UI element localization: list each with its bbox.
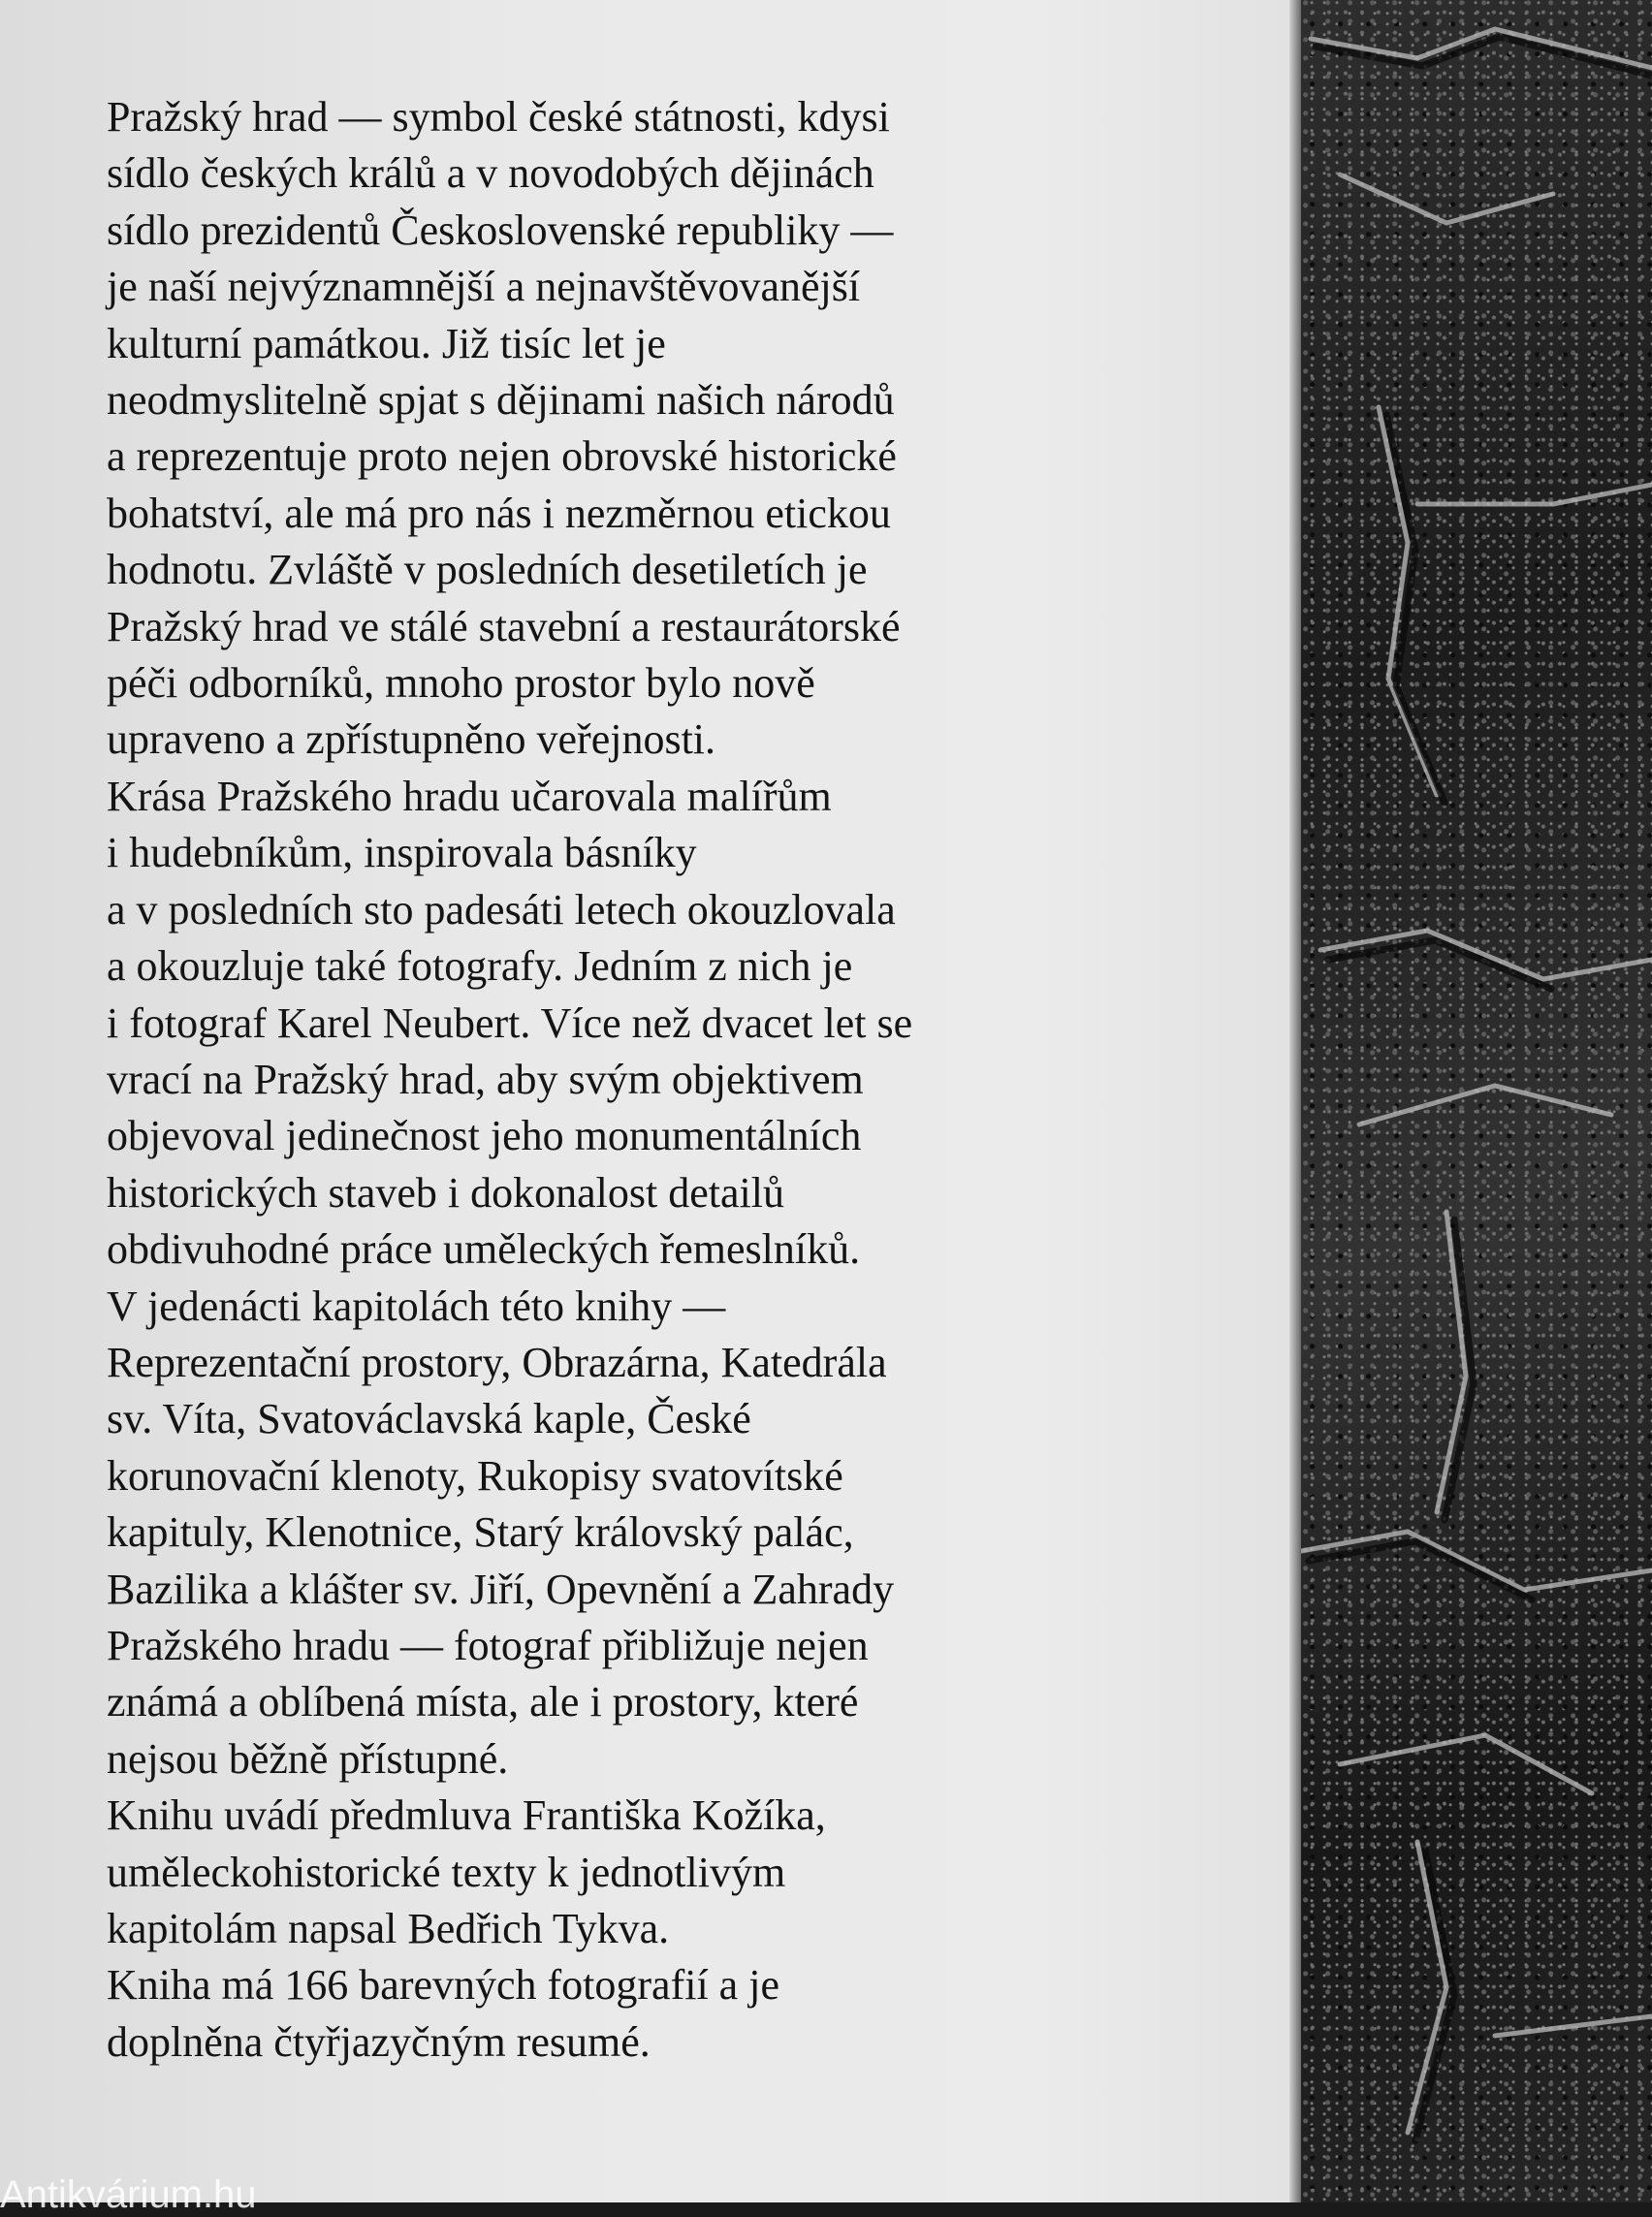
text-line: a reprezentuje proto nejen obrovské historické [107,432,897,481]
text-line: bohatství, ale má pro nás i nezměrnou etickou [107,489,891,537]
text-line: obdivuhodné práce uměleckých řemeslníků. [107,1225,861,1274]
text-line: známá a oblíbená místa, ale i prostory, které [107,1678,859,1726]
text-line: neodmyslitelně spjat s dějinami našich národů [107,376,895,425]
text-line: objevoval jedinečnost jeho monumentálních [107,1112,862,1160]
stone-texture-image [1301,0,1652,2202]
text-line: hodnotu. Zvláště v posledních desetiletích je [107,546,868,594]
text-line: doplněna čtyřjazyčným resumé. [107,2017,651,2066]
text-line: kapituly, Klenotnice, Starý královský palác, [107,1508,854,1557]
stone-cracks [1301,0,1652,2202]
text-line: korunovační klenoty, Rukopisy svatovítské [107,1451,843,1500]
text-line: uměleckohistorické texty k jednotlivým [107,1848,786,1896]
text-line: V jedenácti kapitolách této knihy — [107,1282,726,1330]
text-line: Pražského hradu — fotograf přibližuje nejen [107,1621,869,1669]
text-line: Pražský hrad ve stálé stavební a restaurátorské [107,602,901,650]
text-line: upraveno a zpřístupněno veřejnosti. [107,715,716,764]
text-line: nejsou běžně přístupné. [107,1734,509,1783]
text-line: a okouzluje také fotografy. Jedním z nich je [107,942,853,991]
text-line: Krása Pražského hradu učarovala malířům [107,772,832,820]
text-line: Bazilika a klášter sv. Jiří, Opevnění a Zahrady [107,1565,895,1613]
text-line: Knihu uvádí předmluva Františka Kožíka, [107,1791,826,1840]
text-line: i hudebníkům, inspirovala básníky [107,829,697,877]
text-line: kulturní památkou. Již tisíc let je [107,319,666,367]
text-line: vrací na Pražský hrad, aby svým objektivem [107,1055,864,1103]
text-line: Kniha má 166 barevných fotografií a je [107,1961,779,2010]
text-line: historických staveb i dokonalost detailů [107,1168,784,1217]
text-line: sídlo českých králů a v novodobých dějinách [107,149,874,198]
text-line: je naší nejvýznamnější a nejnavštěvovanější [107,263,861,311]
page-edge [1289,0,1301,2202]
watermark-text: Antikvárium.hu [0,2173,257,2216]
text-line: a v posledních sto padesáti letech okouzlovala [107,885,896,934]
text-line: Reprezentační prostory, Obrazárna, Katedrála [107,1338,887,1386]
text-line: péči odborníků, mnoho prostor bylo nově [107,659,815,708]
book-description-text [107,89,1280,2071]
text-line: Pražský hrad — symbol české státnosti, kdysi [107,93,890,141]
text-line: kapitolám napsal Bedřich Tykva. [107,1905,670,1952]
text-line: i fotograf Karel Neubert. Více než dvacet let se [107,998,913,1047]
text-line: sídlo prezidentů Československé republiky — [107,206,894,254]
text-line: sv. Víta, Svatováclavská kaple, České [107,1395,751,1443]
